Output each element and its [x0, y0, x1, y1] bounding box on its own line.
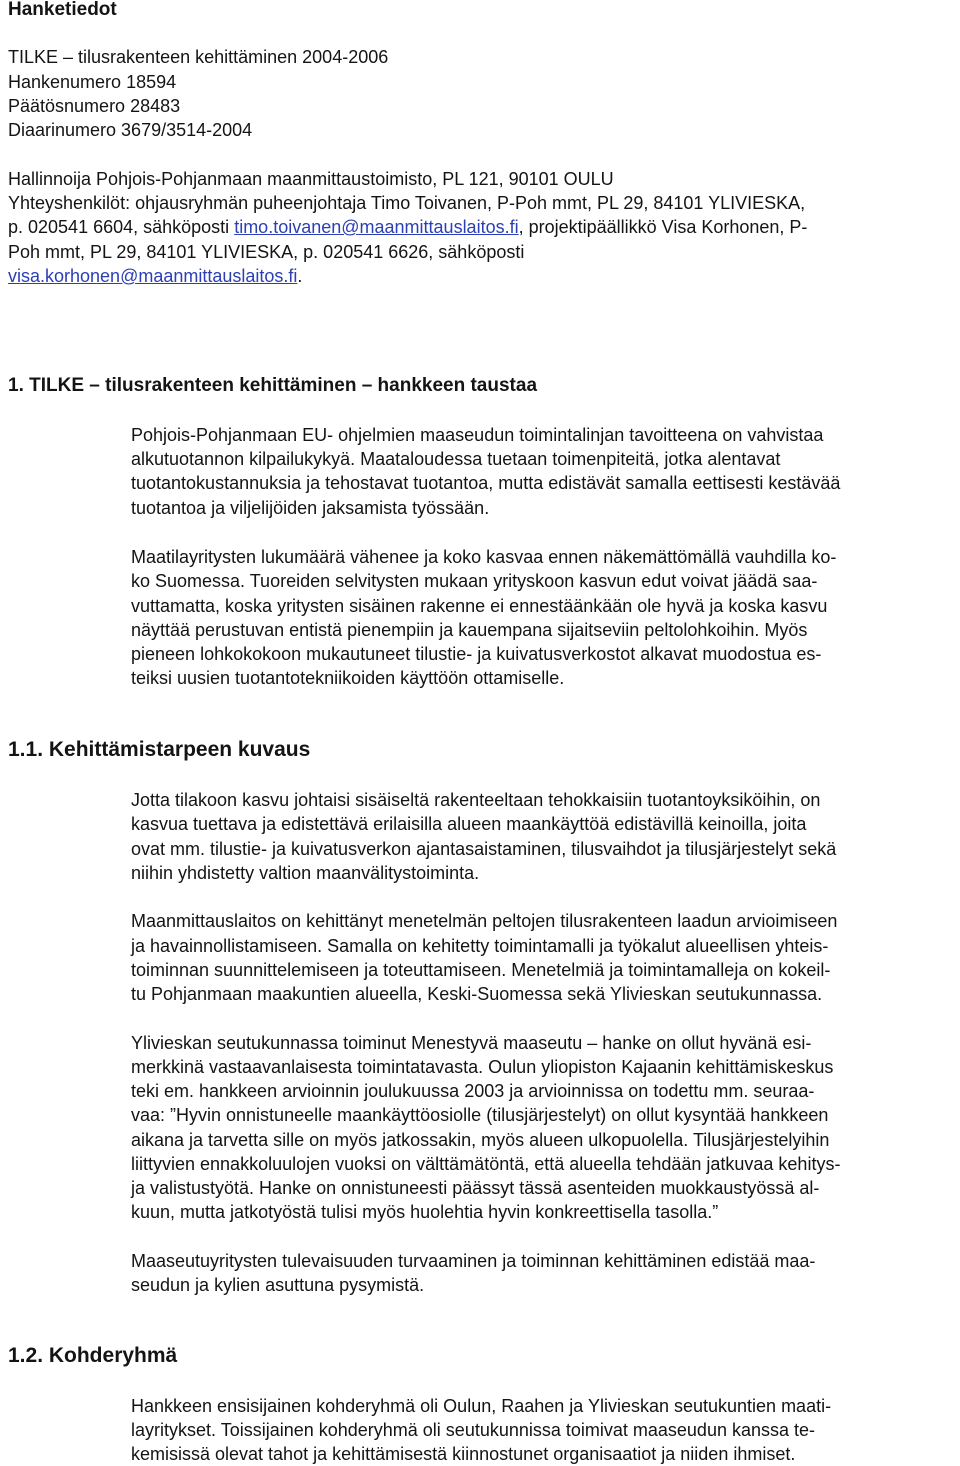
text-line: vuttamatta, koska yritysten sisäinen rakenne ei ennestäänkään ole hyvä ja koska kasvu — [131, 596, 828, 616]
text-line: Maaseutuyritysten tulevaisuuden turvaaminen ja toiminnan kehittäminen edistää maa- — [131, 1251, 816, 1271]
text-line: aikana ja tarvetta sille on myös jatkossakin, myös alueen ulkopuolella. Tilusjärjestelyihin — [131, 1130, 830, 1150]
contact-text: p. 020541 6604, sähköposti — [8, 217, 235, 237]
diary-number: Diaarinumero 3679/3514-2004 — [8, 120, 253, 140]
text-line: niihin yhdistetty valtion maanvälitystoiminta. — [131, 863, 480, 883]
text-line: Ylivieskan seutukunnassa toiminut Menestyvä maaseutu – hanke on ollut hyvänä esi- — [131, 1033, 812, 1053]
text-line: kasvua tuettava ja edistettävä erilaisilla alueen maankäyttöä edistävillä keinoilla, joita — [131, 814, 807, 834]
text-line: Maatilayritysten lukumäärä vähenee ja koko kasvaa ennen näkemättömällä vauhdilla ko- — [131, 547, 837, 567]
contacts-line-3: Poh mmt, PL 29, 84101 YLIVIESKA, p. 020541 6626, sähköposti — [8, 242, 525, 262]
contacts-line-4 — [8, 264, 302, 288]
text-line: ja havainnollistamiseen. Samalla on kehitetty toimintamalli ja työkalut alueellisen yhteis- — [131, 936, 829, 956]
text-line: liittyvien ennakkoluulojen vuoksi on välttämätöntä, että alueella tehdään jatkuvaa kehitys- — [131, 1154, 841, 1174]
text-line: Pohjois-Pohjanmaan EU- ohjelmien maaseudun toimintalinjan tavoitteena on vahvistaa — [131, 425, 824, 445]
contacts-line: Yhteyshenkilöt: ohjausryhmän puheenjohtaja Timo Toivanen, P-Poh mmt, PL 29, 84101 YLIVIESKA, — [8, 193, 806, 213]
decision-number: Päätösnumero 28483 — [8, 96, 181, 116]
text-line: layritykset. Toissijainen kohderyhmä oli seutukunnissa toimivat maaseudun kanssa te- — [131, 1420, 816, 1440]
contact-text: , projektipäällikkö Visa Korhonen, P- — [518, 217, 808, 237]
text-line: pieneen lohkokokoon mukautuneet tilustie- ja kuivatusverkostot alkavat muodostua es- — [131, 644, 822, 664]
text-line: kemisissä olevat tahot ja kehittämisestä kiinnostunet organisaatiot ja niiden ihmiset. — [131, 1444, 796, 1464]
text-line: tuotantokustannuksia ja tehostavat tuotantoa, mutta edistävät samalla eettisesti kestävää — [131, 473, 841, 493]
email-link-timo[interactable]: timo.toivanen@maanmittauslaitos.fi — [234, 217, 519, 237]
text-line: Hankkeen ensisijainen kohderyhmä oli Oulun, Raahen ja Ylivieskan seutukuntien maati- — [131, 1396, 832, 1416]
contact-text: . — [297, 266, 303, 286]
text-line: ja valistustyötä. Hanke on onnistuneesti päässyt tässä asenteiden muokkaustyössä al- — [131, 1178, 820, 1198]
text-line: seudun ja kylien asuttuna pysymistä. — [131, 1275, 425, 1295]
project-number: Hankenumero 18594 — [8, 72, 177, 92]
text-line: näyttää perustuvan entistä pienempiin ja kauempana sijaitseviin peltolohkoihin. Myös — [131, 620, 808, 640]
text-line: merkkinä vastaavanlaisesta toimintatavasta. Oulun yliopiston Kajaanin kehittämiskeskus — [131, 1057, 834, 1077]
text-line: Maanmittauslaitos on kehittänyt menetelmän peltojen tilusrakenteen laadun arvioimiseen — [131, 911, 838, 931]
document-title: Hanketiedot — [8, 0, 117, 20]
text-line: tu Pohjanmaan maakuntien alueella, Keski-Suomessa sekä Ylivieskan seutukunnassa. — [131, 984, 823, 1004]
email-link-visa[interactable]: visa.korhonen@maanmittauslaitos.fi — [8, 266, 298, 286]
administrator-line: Hallinnoija Pohjois-Pohjanmaan maanmittaustoimisto, PL 121, 90101 OULU — [8, 169, 614, 189]
text-line: vaa: ”Hyvin onnistuneelle maankäyttöosiolle (tilusjärjestelyt) on ollut kysyntää hankkeen — [131, 1105, 829, 1125]
text-line: ko Suomessa. Tuoreiden selvitysten mukaan yrityskoon kasvun edut voivat jäädä saa- — [131, 571, 818, 591]
text-line: kuun, mutta jatkotyöstä tulisi myös huolehtia hyvin konkreettisella tasolla.” — [131, 1202, 719, 1222]
text-line: teki em. hankkeen arvioinnin joulukuussa 2003 ja arvioinnissa on todettu mm. seuraa- — [131, 1081, 815, 1101]
section-1-heading: 1. TILKE – tilusrakenteen kehittäminen – hankkeen taustaa — [8, 375, 538, 396]
contacts-line-2 — [8, 215, 807, 239]
text-line: ovat mm. tilustie- ja kuivatusverkon ajantasaistaminen, tilusvaihdot ja tilusjärjestelyt sekä — [131, 839, 837, 859]
text-line: tuotantoa ja viljelijöiden jaksamista työssään. — [131, 498, 490, 518]
project-name: TILKE – tilusrakenteen kehittäminen 2004-2006 — [8, 47, 389, 67]
text-line: teiksi uusien tuotantotekniikoiden käyttöön ottamiselle. — [131, 668, 565, 688]
text-line: toiminnan suunnittelemiseen ja toteuttamiseen. Menetelmiä ja toimintamalleja on kokeil- — [131, 960, 831, 980]
section-1-1-heading: 1.1. Kehittämistarpeen kuvaus — [8, 738, 311, 761]
section-1-2-heading: 1.2. Kohderyhmä — [8, 1344, 178, 1367]
text-line: alkutuotannon kilpailukykyä. Maataloudessa tuetaan toimenpiteitä, jotka alentavat — [131, 449, 781, 469]
text-line: Jotta tilakoon kasvu johtaisi sisäiseltä rakenteeltaan tehokkaisiin tuotantoyksiköihin, on — [131, 790, 821, 810]
